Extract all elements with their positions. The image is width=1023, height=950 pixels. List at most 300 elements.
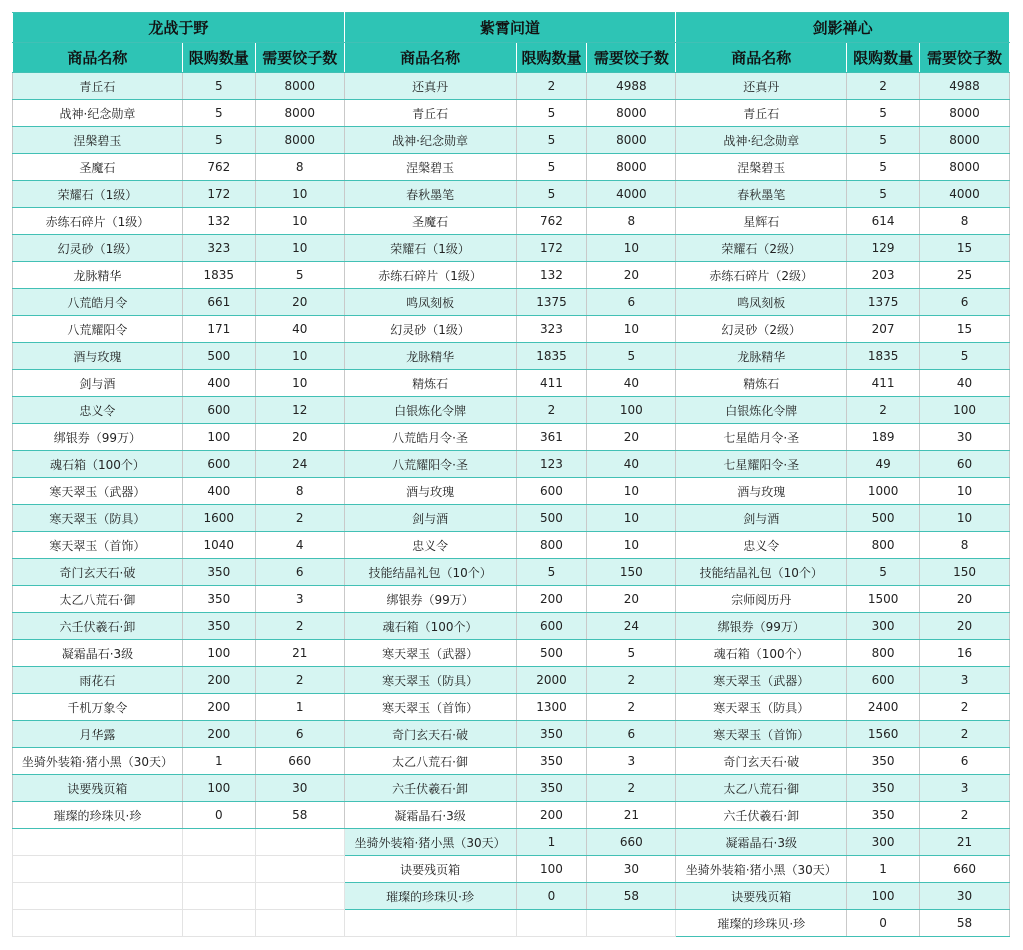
dumpling-cost-cell: 8000 [920,127,1010,154]
item-name-cell: 太乙八荒石·御 [344,748,516,775]
dumpling-cost-cell: 3 [920,667,1010,694]
item-name-cell: 龙脉精华 [344,343,516,370]
dumpling-cost-cell: 4988 [920,73,1010,100]
table-row [13,667,1010,694]
dumpling-cost-cell: 40 [920,370,1010,397]
item-name-cell: 涅槃碧玉 [344,154,516,181]
table-row [13,73,1010,100]
item-name-cell: 忠义令 [13,397,183,424]
column-header-limit: 限购数量 [182,43,255,73]
limit-quantity-cell: 350 [847,802,920,829]
dumpling-cost-cell: 8000 [255,100,344,127]
dumpling-cost-cell: 2 [587,694,676,721]
dumpling-cost-cell: 10 [920,478,1010,505]
column-header-dumplings: 需要饺子数 [920,43,1010,73]
item-name-cell: 寒天翠玉（首饰） [13,532,183,559]
item-name-cell: 八荒耀阳令 [13,316,183,343]
dumpling-cost-cell: 6 [255,721,344,748]
dumpling-cost-cell: 8 [255,478,344,505]
item-name-cell: 八荒皓月令 [13,289,183,316]
dumpling-cost-cell: 100 [920,397,1010,424]
limit-quantity-cell: 5 [182,73,255,100]
item-name-cell: 技能结晶礼包（10个） [344,559,516,586]
limit-quantity-cell: 2 [847,73,920,100]
item-name-cell: 璀璨的珍珠贝·珍 [344,883,516,910]
table-row [13,910,1010,937]
limit-quantity-cell: 0 [847,910,920,937]
table-row [13,235,1010,262]
limit-quantity-cell: 762 [516,208,587,235]
limit-quantity-cell: 0 [516,883,587,910]
empty-cell [182,883,255,910]
limit-quantity-cell: 5 [847,559,920,586]
item-name-cell: 涅槃碧玉 [676,154,847,181]
limit-quantity-cell: 600 [516,613,587,640]
dumpling-cost-cell: 15 [920,235,1010,262]
item-name-cell: 六壬伏羲石·卸 [344,775,516,802]
item-name-cell: 奇门玄天石·破 [676,748,847,775]
dumpling-cost-cell: 30 [920,883,1010,910]
empty-cell [182,829,255,856]
dumpling-cost-cell: 5 [255,262,344,289]
table-row [13,748,1010,775]
item-name-cell: 荣耀石（1级） [13,181,183,208]
item-name-cell: 寒天翠玉（首饰） [676,721,847,748]
dumpling-cost-cell: 6 [920,289,1010,316]
dumpling-cost-cell: 4000 [920,181,1010,208]
item-name-cell: 凝霜晶石·3级 [344,802,516,829]
item-name-cell: 绑银券（99万） [344,586,516,613]
limit-quantity-cell: 350 [516,721,587,748]
table-row [13,505,1010,532]
limit-quantity-cell: 411 [847,370,920,397]
dumpling-cost-cell: 58 [587,883,676,910]
dumpling-cost-cell: 3 [920,775,1010,802]
limit-quantity-cell: 1040 [182,532,255,559]
dumpling-cost-cell: 20 [587,424,676,451]
item-name-cell: 忠义令 [344,532,516,559]
table-row [13,127,1010,154]
item-name-cell: 青丘石 [676,100,847,127]
limit-quantity-cell: 1375 [516,289,587,316]
table-row [13,397,1010,424]
item-name-cell: 寒天翠玉（首饰） [344,694,516,721]
limit-quantity-cell: 100 [847,883,920,910]
dumpling-cost-cell: 12 [255,397,344,424]
table-row [13,532,1010,559]
dumpling-cost-cell: 15 [920,316,1010,343]
limit-quantity-cell: 1600 [182,505,255,532]
limit-quantity-cell: 200 [516,586,587,613]
dumpling-cost-cell: 5 [587,343,676,370]
table-row [13,370,1010,397]
limit-quantity-cell: 5 [516,154,587,181]
item-name-cell: 诀要残页箱 [676,883,847,910]
dumpling-cost-cell: 8 [255,154,344,181]
limit-quantity-cell: 5 [182,127,255,154]
limit-quantity-cell: 171 [182,316,255,343]
empty-cell [255,910,344,937]
item-name-cell: 太乙八荒石·御 [13,586,183,613]
limit-quantity-cell: 350 [847,775,920,802]
limit-quantity-cell: 129 [847,235,920,262]
limit-quantity-cell: 1560 [847,721,920,748]
table-row [13,613,1010,640]
table-row [13,100,1010,127]
dumpling-cost-cell: 2 [255,613,344,640]
limit-quantity-cell: 100 [182,424,255,451]
item-name-cell: 六壬伏羲石·卸 [676,802,847,829]
item-name-cell: 剑与酒 [344,505,516,532]
dumpling-cost-cell: 60 [920,451,1010,478]
dumpling-cost-cell: 4 [255,532,344,559]
column-header-limit: 限购数量 [516,43,587,73]
empty-cell [516,910,587,937]
empty-cell [13,829,183,856]
dumpling-cost-cell: 10 [587,505,676,532]
limit-quantity-cell: 100 [182,775,255,802]
empty-cell [182,856,255,883]
item-name-cell: 圣魔石 [344,208,516,235]
limit-quantity-cell: 1500 [847,586,920,613]
dumpling-cost-cell: 660 [255,748,344,775]
limit-quantity-cell: 100 [516,856,587,883]
limit-quantity-cell: 600 [182,397,255,424]
item-name-cell: 绑银券（99万） [676,613,847,640]
limit-quantity-cell: 400 [182,370,255,397]
dumpling-cost-cell: 2 [920,802,1010,829]
item-name-cell: 星辉石 [676,208,847,235]
limit-quantity-cell: 411 [516,370,587,397]
dumpling-cost-cell: 21 [255,640,344,667]
dumpling-cost-cell: 10 [255,181,344,208]
table-row [13,181,1010,208]
dumpling-cost-cell: 8000 [255,73,344,100]
limit-quantity-cell: 1 [182,748,255,775]
item-name-cell: 精炼石 [676,370,847,397]
dumpling-cost-cell: 20 [587,586,676,613]
empty-cell [255,829,344,856]
item-name-cell: 战神·纪念勋章 [676,127,847,154]
item-name-cell: 凝霜晶石·3级 [13,640,183,667]
column-header-dumplings: 需要饺子数 [587,43,676,73]
dumpling-cost-cell: 21 [920,829,1010,856]
item-name-cell: 龙脉精华 [13,262,183,289]
limit-quantity-cell: 132 [516,262,587,289]
dumpling-cost-cell: 10 [255,343,344,370]
table-row [13,478,1010,505]
dumpling-cost-cell: 10 [587,235,676,262]
item-name-cell: 寒天翠玉（防具） [676,694,847,721]
item-name-cell: 绑银券（99万） [13,424,183,451]
item-name-cell: 寒天翠玉（武器） [13,478,183,505]
limit-quantity-cell: 5 [516,181,587,208]
dumpling-cost-cell: 25 [920,262,1010,289]
item-name-cell: 荣耀石（2级） [676,235,847,262]
limit-quantity-cell: 350 [182,613,255,640]
dumpling-cost-cell: 10 [255,235,344,262]
dumpling-cost-cell: 20 [920,586,1010,613]
item-name-cell: 宗师阅历丹 [676,586,847,613]
limit-quantity-cell: 400 [182,478,255,505]
dumpling-cost-cell: 150 [920,559,1010,586]
dumpling-cost-cell: 20 [920,613,1010,640]
item-name-cell: 赤练石碎片（2级） [676,262,847,289]
limit-quantity-cell: 1000 [847,478,920,505]
item-name-cell: 寒天翠玉（武器） [676,667,847,694]
limit-quantity-cell: 350 [516,748,587,775]
limit-quantity-cell: 1 [847,856,920,883]
section-title: 剑影禅心 [676,13,1010,43]
dumpling-cost-cell: 6 [587,721,676,748]
table-row [13,316,1010,343]
limit-quantity-cell: 323 [182,235,255,262]
item-name-cell: 幻灵砂（1级） [344,316,516,343]
limit-quantity-cell: 5 [516,100,587,127]
item-name-cell: 凝霜晶石·3级 [676,829,847,856]
table-row [13,775,1010,802]
limit-quantity-cell: 100 [182,640,255,667]
item-name-cell: 八荒皓月令·圣 [344,424,516,451]
item-name-cell: 白银炼化令牌 [676,397,847,424]
item-name-cell: 忠义令 [676,532,847,559]
dumpling-cost-cell: 24 [587,613,676,640]
limit-quantity-cell: 600 [182,451,255,478]
table-row [13,424,1010,451]
empty-cell [13,883,183,910]
limit-quantity-cell: 350 [847,748,920,775]
limit-quantity-cell: 2400 [847,694,920,721]
dumpling-cost-cell: 2 [255,667,344,694]
table-row [13,586,1010,613]
limit-quantity-cell: 5 [516,559,587,586]
dumpling-cost-cell: 20 [587,262,676,289]
limit-quantity-cell: 600 [516,478,587,505]
dumpling-exchange-table [12,12,1010,937]
limit-quantity-cell: 200 [182,721,255,748]
limit-quantity-cell: 5 [847,181,920,208]
item-name-cell: 千机万象令 [13,694,183,721]
limit-quantity-cell: 2 [516,73,587,100]
item-name-cell: 坐骑外装箱·猪小黑（30天） [344,829,516,856]
item-name-cell: 精炼石 [344,370,516,397]
item-name-cell: 月华露 [13,721,183,748]
limit-quantity-cell: 5 [847,154,920,181]
dumpling-cost-cell: 40 [255,316,344,343]
item-name-cell: 奇门玄天石·破 [344,721,516,748]
item-name-cell: 诀要残页箱 [13,775,183,802]
limit-quantity-cell: 203 [847,262,920,289]
limit-quantity-cell: 800 [516,532,587,559]
limit-quantity-cell: 2 [516,397,587,424]
table-row [13,559,1010,586]
dumpling-cost-cell: 10 [255,208,344,235]
item-name-cell: 酒与玫瑰 [13,343,183,370]
column-header-item-name: 商品名称 [344,43,516,73]
dumpling-cost-cell: 8 [587,208,676,235]
item-name-cell: 八荒耀阳令·圣 [344,451,516,478]
limit-quantity-cell: 350 [516,775,587,802]
item-name-cell: 璀璨的珍珠贝·珍 [13,802,183,829]
item-name-cell: 赤练石碎片（1级） [344,262,516,289]
dumpling-cost-cell: 660 [920,856,1010,883]
limit-quantity-cell: 123 [516,451,587,478]
limit-quantity-cell: 200 [182,694,255,721]
item-name-cell: 璀璨的珍珠贝·珍 [676,910,847,937]
item-name-cell: 青丘石 [13,73,183,100]
item-name-cell: 战神·纪念勋章 [13,100,183,127]
item-name-cell: 幻灵砂（2级） [676,316,847,343]
limit-quantity-cell: 600 [847,667,920,694]
limit-quantity-cell: 172 [182,181,255,208]
item-name-cell: 诀要残页箱 [344,856,516,883]
item-name-cell: 七星耀阳令·圣 [676,451,847,478]
item-name-cell: 剑与酒 [13,370,183,397]
dumpling-cost-cell: 20 [255,424,344,451]
table-row [13,262,1010,289]
column-header-item-name: 商品名称 [13,43,183,73]
dumpling-cost-cell: 2 [587,775,676,802]
item-name-cell: 坐骑外装箱·猪小黑（30天） [13,748,183,775]
dumpling-cost-cell: 6 [587,289,676,316]
item-name-cell: 还真丹 [344,73,516,100]
limit-quantity-cell: 1375 [847,289,920,316]
dumpling-cost-cell: 2 [255,505,344,532]
dumpling-cost-cell: 5 [920,343,1010,370]
dumpling-cost-cell: 8000 [920,154,1010,181]
empty-cell [344,910,516,937]
table-row [13,829,1010,856]
dumpling-cost-cell: 2 [920,694,1010,721]
limit-quantity-cell: 1835 [516,343,587,370]
item-name-cell: 战神·纪念勋章 [344,127,516,154]
limit-quantity-cell: 1 [516,829,587,856]
section-title: 龙战于野 [13,13,345,43]
column-header-dumplings: 需要饺子数 [255,43,344,73]
item-name-cell: 魂石箱（100个） [676,640,847,667]
item-name-cell: 奇门玄天石·破 [13,559,183,586]
empty-cell [13,856,183,883]
dumpling-cost-cell: 10 [920,505,1010,532]
dumpling-cost-cell: 10 [587,478,676,505]
item-name-cell: 寒天翠玉（武器） [344,640,516,667]
dumpling-cost-cell: 58 [920,910,1010,937]
dumpling-cost-cell: 6 [920,748,1010,775]
table-row [13,856,1010,883]
dumpling-cost-cell: 21 [587,802,676,829]
column-header-limit: 限购数量 [847,43,920,73]
empty-cell [255,883,344,910]
dumpling-cost-cell: 2 [587,667,676,694]
item-name-cell: 青丘石 [344,100,516,127]
dumpling-cost-cell: 8000 [255,127,344,154]
item-name-cell: 坐骑外装箱·猪小黑（30天） [676,856,847,883]
item-name-cell: 魂石箱（100个） [13,451,183,478]
limit-quantity-cell: 5 [847,127,920,154]
item-name-cell: 圣魔石 [13,154,183,181]
limit-quantity-cell: 500 [516,640,587,667]
item-name-cell: 雨花石 [13,667,183,694]
dumpling-cost-cell: 20 [255,289,344,316]
limit-quantity-cell: 2000 [516,667,587,694]
limit-quantity-cell: 800 [847,532,920,559]
item-name-cell: 春秋墨笔 [676,181,847,208]
empty-cell [255,856,344,883]
item-name-cell: 鸣凤刻板 [344,289,516,316]
limit-quantity-cell: 350 [182,559,255,586]
dumpling-cost-cell: 8 [920,532,1010,559]
item-name-cell: 鸣凤刻板 [676,289,847,316]
item-name-cell: 还真丹 [676,73,847,100]
item-name-cell: 寒天翠玉（防具） [13,505,183,532]
dumpling-cost-cell: 30 [920,424,1010,451]
dumpling-cost-cell: 24 [255,451,344,478]
column-header-row [13,43,1010,73]
item-name-cell: 剑与酒 [676,505,847,532]
item-name-cell: 龙脉精华 [676,343,847,370]
item-name-cell: 太乙八荒石·御 [676,775,847,802]
limit-quantity-cell: 5 [847,100,920,127]
column-header-item-name: 商品名称 [676,43,847,73]
item-name-cell: 七星皓月令·圣 [676,424,847,451]
item-name-cell: 幻灵砂（1级） [13,235,183,262]
limit-quantity-cell: 300 [847,613,920,640]
exchange-table-container [12,12,1010,937]
dumpling-cost-cell: 40 [587,370,676,397]
item-name-cell: 酒与玫瑰 [676,478,847,505]
limit-quantity-cell: 200 [182,667,255,694]
section-title-row [13,13,1010,43]
table-row [13,883,1010,910]
dumpling-cost-cell: 40 [587,451,676,478]
table-row [13,343,1010,370]
limit-quantity-cell: 1835 [182,262,255,289]
dumpling-cost-cell: 150 [587,559,676,586]
item-name-cell: 涅槃碧玉 [13,127,183,154]
dumpling-cost-cell: 100 [587,397,676,424]
limit-quantity-cell: 5 [182,100,255,127]
section-title: 紫霄问道 [344,13,676,43]
limit-quantity-cell: 800 [847,640,920,667]
dumpling-cost-cell: 10 [587,532,676,559]
dumpling-cost-cell: 4000 [587,181,676,208]
empty-cell [587,910,676,937]
dumpling-cost-cell: 10 [587,316,676,343]
table-row [13,640,1010,667]
limit-quantity-cell: 661 [182,289,255,316]
limit-quantity-cell: 762 [182,154,255,181]
limit-quantity-cell: 2 [847,397,920,424]
item-name-cell: 春秋墨笔 [344,181,516,208]
item-name-cell: 六壬伏羲石·卸 [13,613,183,640]
limit-quantity-cell: 1835 [847,343,920,370]
table-row [13,289,1010,316]
dumpling-cost-cell: 8000 [587,100,676,127]
limit-quantity-cell: 0 [182,802,255,829]
limit-quantity-cell: 132 [182,208,255,235]
dumpling-cost-cell: 3 [255,586,344,613]
limit-quantity-cell: 207 [847,316,920,343]
limit-quantity-cell: 361 [516,424,587,451]
item-name-cell: 白银炼化令牌 [344,397,516,424]
dumpling-cost-cell: 8000 [920,100,1010,127]
dumpling-cost-cell: 1 [255,694,344,721]
table-row [13,694,1010,721]
limit-quantity-cell: 350 [182,586,255,613]
dumpling-cost-cell: 6 [255,559,344,586]
item-name-cell: 魂石箱（100个） [344,613,516,640]
table-row [13,802,1010,829]
